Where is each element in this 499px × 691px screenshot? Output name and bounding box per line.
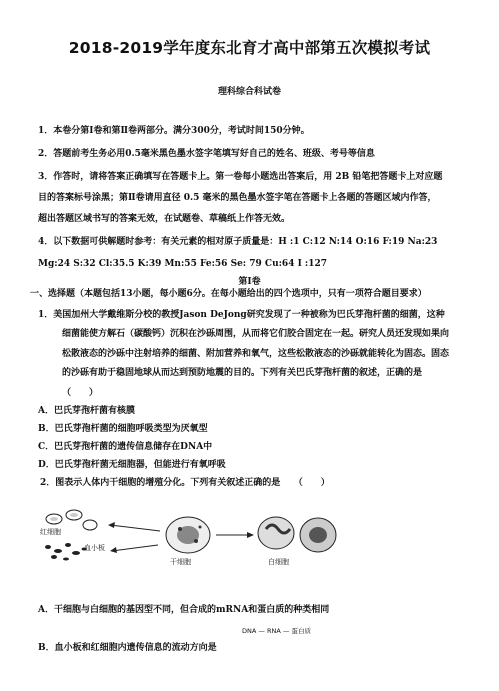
part-heading: 一、选择题（本题包括13小题，每小题6分。在每小题给出的四个选项中，只有一项符合题目要求） <box>30 289 427 299</box>
stem-cell-label: 干细胞 <box>170 558 191 566</box>
instruction-line: 1．本卷分第Ⅰ卷和第Ⅱ卷两部分。满分300分，考试时间150分钟。 <box>38 126 310 136</box>
question-stem-line: （ ） <box>62 388 99 398</box>
stem-cell-differentiation-figure <box>40 505 340 585</box>
question-stem-line: 2．图表示人体内干细胞的增殖分化。下列有关叙述正确的是 （ ） <box>40 478 330 488</box>
platelet-drawing <box>45 543 87 561</box>
exam-title: 2018-2019学年度东北育才高中部第五次模拟考试 <box>68 39 431 57</box>
red-cell-label: 红细胞 <box>40 528 61 536</box>
dna-rna-protein-flow <box>242 626 311 635</box>
white-cell-drawing <box>258 517 336 552</box>
flow-arrow: — <box>258 627 265 635</box>
question-stem-line: 1．美国加州大学戴维斯分校的教授Jason DeJong研究发现了一种被称为巴氏芽孢杆菌的细菌，这种 <box>38 310 445 320</box>
option-a: A．巴氏芽孢杆菌有核膜 <box>38 406 135 416</box>
instruction-line: 3．作答时，请将答案正确填写在答题卡上。第一卷每小题选出答案后，用 2B 铅笔把答题卡上对应题 <box>38 172 443 182</box>
instruction-line: Mg:24 S:32 Cl:35.5 K:39 Mn:55 Fe:56 Se: 79 Cu:64 I :127 <box>38 259 328 269</box>
question-stem-line: 的沙砾有助于稳固地球从而达到预防地震的目的。下列有关巴氏芽孢杆菌的叙述，正确的是 <box>62 368 423 378</box>
instruction-line: 超出答题区域书写的答案无效，在试题卷、草稿纸上作答无效。 <box>38 214 291 224</box>
flow-arrow: — <box>282 627 290 635</box>
platelet-label: 血小板 <box>84 544 105 552</box>
section-title: 第Ⅰ卷 <box>238 277 261 287</box>
question-stem-line: 松散液态的沙砾中注射培养的细菌、附加营养和氧气，这些松散液态的沙砾就能转化为固态。固态 <box>62 349 450 359</box>
exam-subtitle: 理科综合科试卷 <box>217 87 281 97</box>
option-c: C．巴氏芽孢杆菌的遗传信息储存在DNA中 <box>38 442 213 452</box>
flow-dna: DNA <box>242 627 257 635</box>
flow-rna: RNA <box>266 627 281 635</box>
option-b: B．巴氏芽孢杆菌的细胞呼吸类型为厌氧型 <box>38 424 208 434</box>
white-cell-label: 白细胞 <box>268 558 289 566</box>
question-stem-line: 细菌能使方解石（碳酸钙）沉积在沙砾周围，从而将它们胶合固定在一起。研究人员还发现如果向 <box>62 329 450 339</box>
instruction-line: 2．答题前考生务必用0.5毫米黑色墨水签字笔填写好自己的姓名、班级、考号等信息 <box>38 149 375 159</box>
option-a: A．干细胞与白细胞的基因型不同，但合成的mRNA和蛋白质的种类相同 <box>38 605 330 615</box>
option-b: B．血小板和红细胞内遗传信息的流动方向是 <box>38 643 217 653</box>
instruction-line: 目的答案标号涂黑；第Ⅱ卷请用直径 0.5 毫米的黑色墨水签字笔在答题卡上各题的答题区域内作答， <box>38 193 437 203</box>
stem-cell-drawing <box>166 517 210 553</box>
instruction-line: 4．以下数据可供解题时参考：有关元素的相对原子质量是：H :1 C:12 N:14 O:16 F:19 Na:23 <box>38 237 438 247</box>
option-d: D．巴氏芽孢杆菌无细胞器，但能进行有氧呼吸 <box>38 460 226 470</box>
flow-protein: 蛋白质 <box>291 627 311 635</box>
